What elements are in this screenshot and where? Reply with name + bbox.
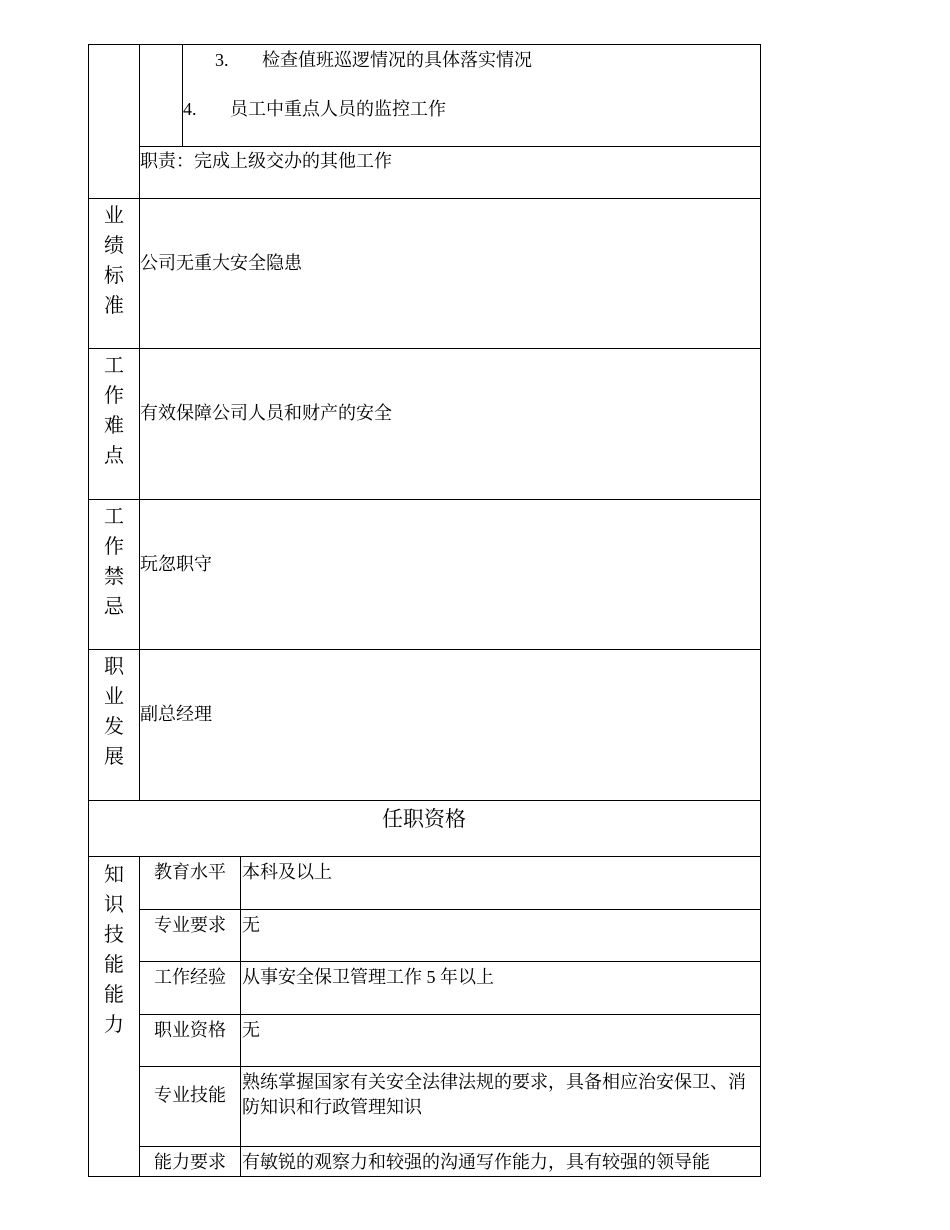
table-top-border (88, 44, 761, 45)
duty-list-divider (182, 44, 183, 146)
performance-standard-content: 公司无重大安全隐患 (140, 253, 302, 273)
qual-row-divider (139, 1014, 761, 1015)
experience-value: 从事安全保卫管理工作 5 年以上 (242, 967, 494, 987)
row-divider (88, 198, 761, 199)
row-divider (88, 800, 761, 801)
major-label: 专业要求 (154, 915, 226, 935)
qual-row-divider (139, 909, 761, 910)
experience-label: 工作经验 (154, 967, 226, 987)
career-development-label: 职 业 发 展 (104, 656, 124, 768)
professional-skills-label: 专业技能 (154, 1085, 226, 1105)
professional-skills-value: 熟练掌握国家有关安全法律法规的要求，具备相应治安保卫、消防知识和行政管理知识 (242, 1072, 746, 1117)
ability-label: 能力要求 (154, 1152, 226, 1172)
ability-value: 有敏锐的观察力和较强的沟通写作能力，具有较强的领导能 (242, 1152, 710, 1172)
duty-item-3-text: 检查值班巡逻情况的具体落实情况 (262, 50, 532, 70)
duty-item-4-text: 员工中重点人员的监控工作 (230, 99, 446, 119)
certification-value: 无 (242, 1020, 260, 1040)
duty-item-4-number: 4. (183, 99, 197, 119)
performance-standard-label: 业 绩 标 准 (104, 205, 124, 317)
row-divider (88, 348, 761, 349)
knowledge-skills-label: 知 识 技 能 能 力 (104, 864, 124, 1036)
duty-item-3-number: 3. (215, 50, 229, 70)
table-right-border (760, 44, 761, 1177)
career-development-content: 副总经理 (140, 704, 212, 724)
table-bottom-border (88, 1176, 761, 1177)
qual-row-divider (139, 1066, 761, 1067)
certification-label: 职业资格 (154, 1020, 226, 1040)
work-difficulty-content: 有效保障公司人员和财产的安全 (140, 403, 392, 423)
row-divider (88, 856, 761, 857)
education-label: 教育水平 (154, 862, 226, 882)
qual-row-divider (139, 961, 761, 962)
row-divider (88, 499, 761, 500)
row-divider (139, 146, 761, 147)
qual-value-divider (240, 856, 241, 1177)
qual-label-divider (139, 856, 140, 1177)
major-value: 无 (242, 915, 260, 935)
education-value: 本科及以上 (242, 862, 332, 882)
work-difficulty-label: 工 作 难 点 (104, 355, 124, 467)
row-divider (88, 649, 761, 650)
work-taboo-content: 玩忽职守 (140, 554, 212, 574)
other-duty-text: 职责：完成上级交办的其他工作 (140, 151, 392, 171)
work-taboo-label: 工 作 禁 忌 (104, 506, 124, 618)
qualifications-title: 任职资格 (382, 807, 466, 831)
qual-row-divider (139, 1146, 761, 1147)
